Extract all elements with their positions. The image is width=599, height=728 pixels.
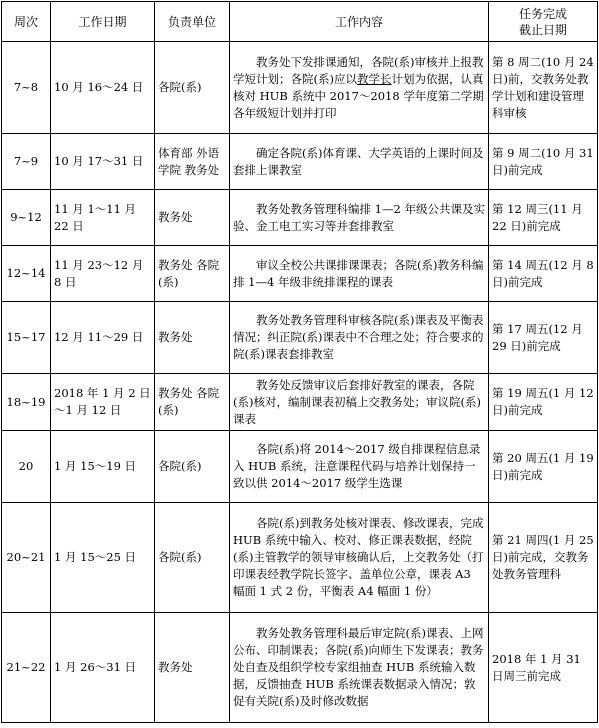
cell-content: 教务处反馈审议后套排好教室的课表，各院(系)核对，编制课表初稿上交教务处；审议院(系)课表 [230,374,489,431]
cell-deadline: 第 14 周五(12 月 8 日)前完成 [489,246,598,302]
content-text: 计划为依据，认真核对 HUB 系统中 2017～2018 学年度第二学期各年级短计划并打印 [233,71,484,120]
header-week: 周次 [2,2,51,42]
cell-unit: 教务处 [155,190,230,246]
table-row [2,302,598,374]
table-row [2,134,598,190]
cell-date: 11 月 23～12 月 8 日 [51,246,155,302]
cell-date: 10 月 17～31 日 [51,134,155,190]
table-row [2,190,598,246]
header-row [2,2,598,42]
header-content: 工作内容 [230,2,489,42]
table-row [2,503,598,613]
cell-unit: 各院(系) [155,503,230,613]
schedule-document [1,1,597,723]
table-row [2,246,598,302]
table-row [2,613,598,723]
cell-deadline: 2018 年 1 月 31 日周三前完成 [489,613,598,723]
cell-unit: 教务处 各院(系) [155,246,230,302]
cell-deadline: 第 21 周四(1 月 25 日)前完成，交教务处教务管理科 [489,503,598,613]
cell-week: 20~21 [2,503,51,613]
cell-content: 教务处教务管理科编排 1—2 年级公共课及实验、金工电工实习等并套排教室 [230,190,489,246]
cell-week: 15~17 [2,302,51,374]
cell-deadline: 第 19 周五(1 月 12 日)前完成 [489,374,598,431]
cell-deadline: 第 12 周三(11 月 22 日)前完成 [489,190,598,246]
header-deadline-line2: 截止日期 [518,22,567,37]
table-row [2,374,598,431]
cell-content: 各院(系)到教务处核对课表、修改课表，完成 HUB 系统中输入、校对、修正课表数据，经院(系)主管教学的领导审核确认后，上交教务处（打印课表经教学院长签字、盖单位公章，课表 A3 幅面 1 式 2 份，平衡表 A4 幅面 1 份） [230,503,489,613]
cell-unit: 体育部 外语学院 教务处 [155,134,230,190]
cell-deadline: 第 8 周二(10 月 24 日)前，交教务处教学计划和建设管理科审核 [489,42,598,134]
cell-date: 12 月 11～29 日 [51,302,155,374]
cell-deadline: 第 20 周五(1 月 19 日)前完成 [489,431,598,503]
cell-week: 7~9 [2,134,51,190]
cell-unit: 各院(系) [155,42,230,134]
cell-date: 1 月 15～19 日 [51,431,155,503]
content-text: 教务处下发排课通知，各院(系)审核并上报教学短计划；各院(系)应以 [233,54,484,86]
cell-content: 教务处教务管理科最后审定院(系)课表、上网公布、印制课表；各院(系)向师生下发课表；教务处自查及组织学校专家组抽查 HUB 系统输入数据，反馈抽查 HUB 系统课表数据录入情况；敦促有关院(系)及时修改数据 [230,613,489,723]
header-deadline-line1: 任务完成 [518,6,567,21]
cell-week: 12~14 [2,246,51,302]
header-date: 工作日期 [51,2,155,42]
cell-content: 各院(系)将 2014～2017 级自排课程信息录入 HUB 系统，注意课程代码与培养计划保持一致以供 2014～2017 级学生选课 [230,431,489,503]
cell-date: 11 月 1～11 月 22 日 [51,190,155,246]
table-row [2,42,598,134]
cell-week: 7~8 [2,42,51,134]
cell-content: 教务处教务管理科审核各院(系)课表及平衡表情况；纠正院(系)课表中不合理之处；符合要求的院(系)课表套排教室 [230,302,489,374]
cell-content: 审议全校公共课排课课表；各院(系)教务科编排 1—4 年级非统排课程的课表 [230,246,489,302]
cell-date: 2018 年 1 月 2 日～1 月 12 日 [51,374,155,431]
cell-unit: 教务处 各院(系) [155,374,230,431]
cell-date: 1 月 26～31 日 [51,613,155,723]
cell-date: 1 月 15～25 日 [51,503,155,613]
cell-deadline: 第 9 周二(10 月 31 日)前完成 [489,134,598,190]
cell-week: 20 [2,431,51,503]
cell-week: 18~19 [2,374,51,431]
content-underlined-text: 教学长 [356,71,392,86]
cell-unit: 教务处 [155,302,230,374]
cell-week: 9~12 [2,190,51,246]
cell-unit: 教务处 [155,613,230,723]
header-deadline [489,2,598,42]
cell-content: 确定各院(系)体育课、大学英语的上课时间及套排上课教室 [230,134,489,190]
header-unit: 负责单位 [155,2,230,42]
schedule-table [1,1,598,723]
cell-date: 10 月 16～24 日 [51,42,155,134]
table-row [2,431,598,503]
cell-content [230,42,489,134]
cell-week: 21~22 [2,613,51,723]
cell-unit: 各院(系) [155,431,230,503]
cell-deadline: 第 17 周五(12 月 29 日)前完成 [489,302,598,374]
